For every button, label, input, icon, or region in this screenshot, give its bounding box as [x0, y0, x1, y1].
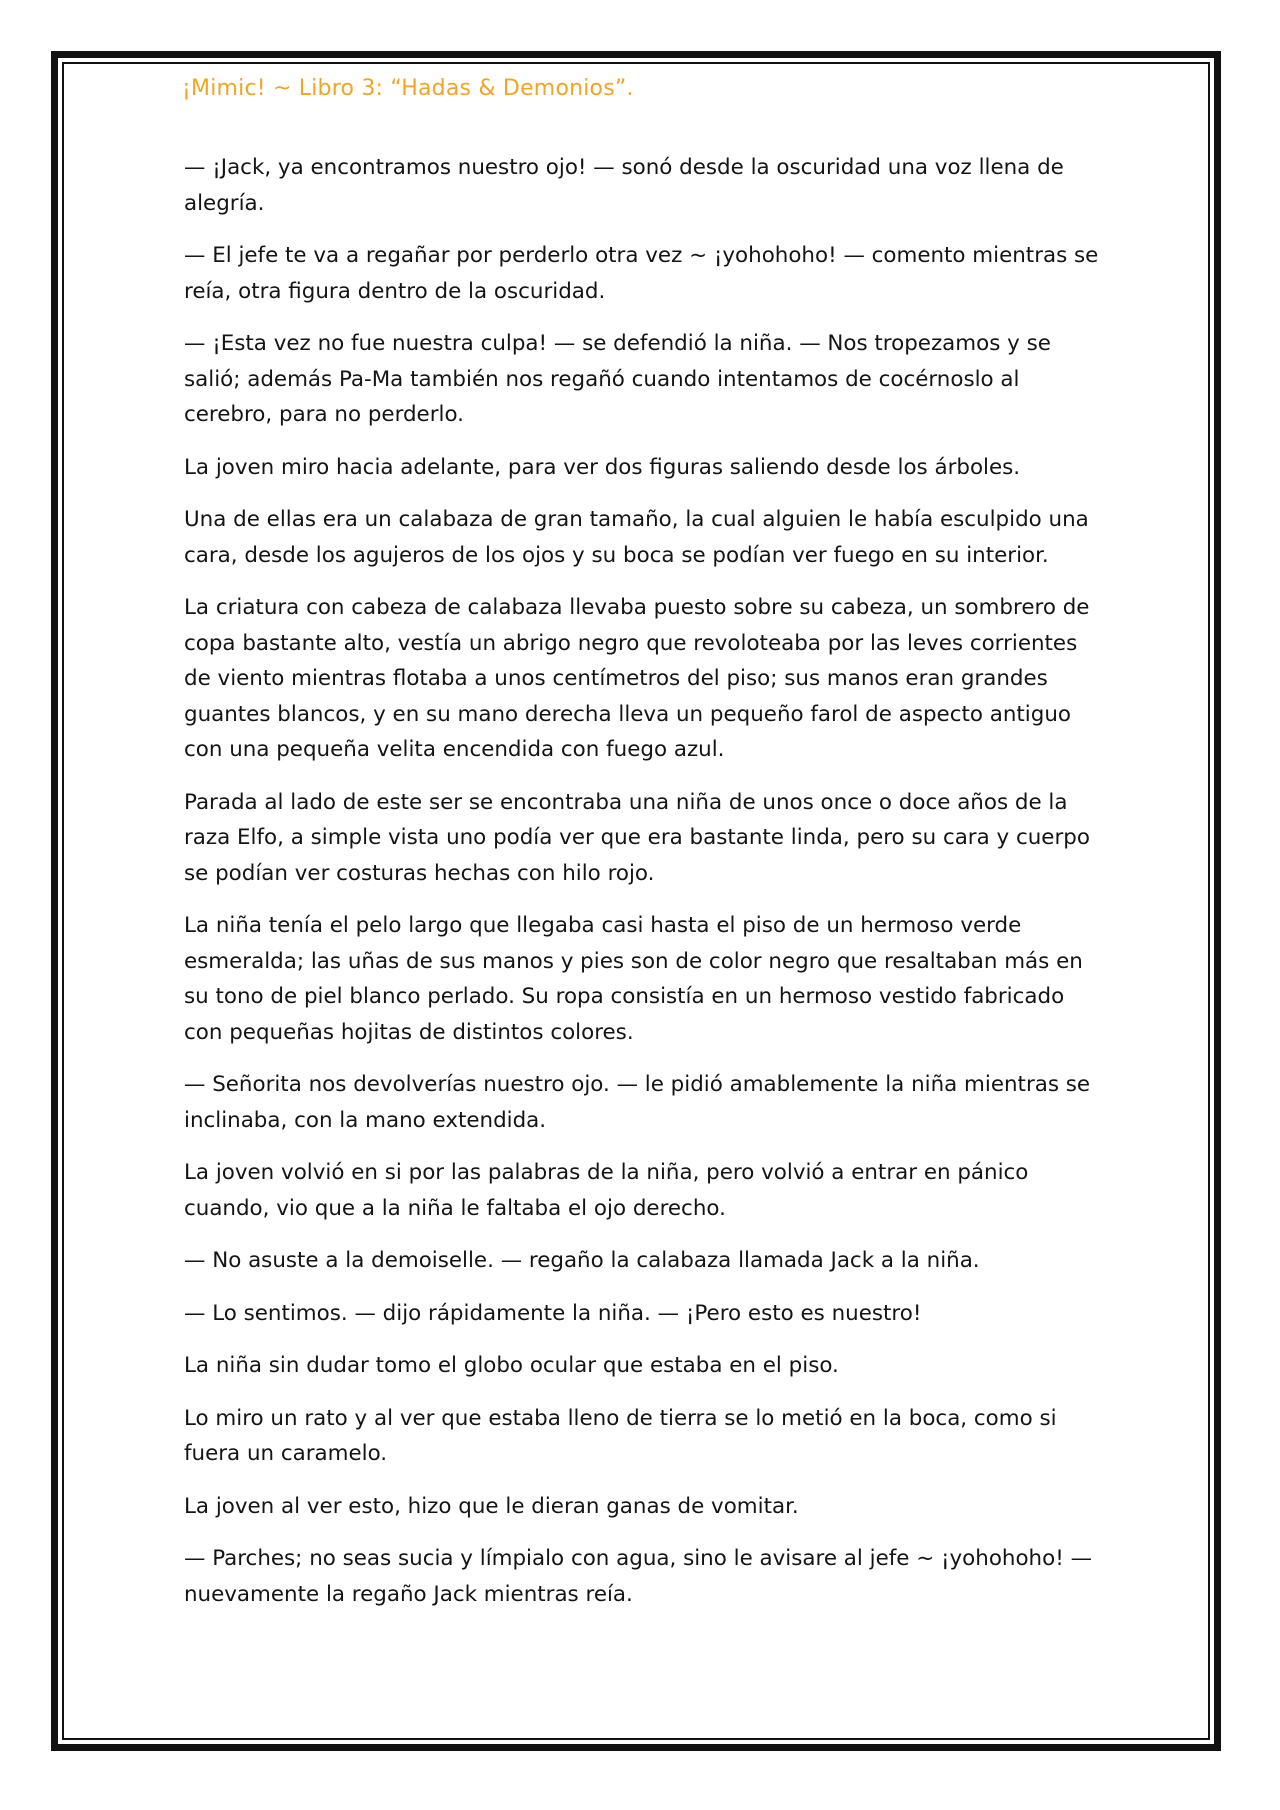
- paragraph: Parada al lado de este ser se encontraba una niña de unos once o doce años de la raza Elfo, a simple vista uno podía ver que era bastante linda, pero su cara y cuerpo se podían ver costuras hechas con hilo rojo.: [184, 789, 1090, 886]
- paragraph: — El jefe te va a regañar por perderlo otra vez ~ ¡yohohoho! — comento mientras se reía, otra figura dentro de la oscuridad.: [184, 243, 1099, 304]
- paragraph: La niña tenía el pelo largo que llegaba casi hasta el piso de un hermoso verde esmeralda; las uñas de sus manos y pies son de color negro que resaltaban más en su tono de piel blanco perlado. Su ropa consistía en un hermoso vestido fabricado con pequeñas hojitas de distintos colores.: [184, 913, 1083, 1045]
- book-header-title: ¡Mimic! ~ Libro 3: “Hadas & Demonios”.: [182, 76, 634, 101]
- paragraph: La joven al ver esto, hizo que le dieran ganas de vomitar.: [184, 1493, 799, 1519]
- paragraph: — No asuste a la demoiselle. — regaño la calabaza llamada Jack a la niña.: [184, 1248, 980, 1273]
- paragraph: — Parches; no seas sucia y límpialo con agua, sino le avisare al jefe ~ ¡yohohoho! — nuevamente la regaño Jack mientras reía.: [184, 1546, 1092, 1607]
- paragraph: La criatura con cabeza de calabaza llevaba puesto sobre su cabeza, un sombrero de copa bastante alto, vestía un abrigo negro que revoloteaba por las leves corrientes de viento mientras flotaba a unos centímetros del piso; sus manos eran grandes guantes blancos, y en su mano derecha lleva un pequeño farol de aspecto antiguo con una pequeña velita encendida con fuego azul.: [184, 595, 1090, 762]
- paragraph: — Lo sentimos. — dijo rápidamente la niña. — ¡Pero esto es nuestro!: [184, 1300, 922, 1326]
- paragraph: — ¡Esta vez no fue nuestra culpa! — se defendió la niña. — Nos tropezamos y se salió; además Pa-Ma también nos regañó cuando intentamos de cocérnoslo al cerebro, para no perderlo.: [184, 331, 1051, 427]
- paragraph: La joven miro hacia adelante, para ver dos figuras saliendo desde los árboles.: [184, 454, 1021, 480]
- paragraph: Una de ellas era un calabaza de gran tamaño, la cual alguien le había esculpido una cara, desde los agujeros de los ojos y su boca se podían ver fuego en su interior.: [184, 507, 1089, 568]
- paragraph: — Señorita nos devolverías nuestro ojo. — le pidió amablemente la niña mientras se inclinaba, con la mano extendida.: [184, 1072, 1091, 1133]
- paragraph: — ¡Jack, ya encontramos nuestro ojo! — sonó desde la oscuridad una voz llena de alegría.: [184, 155, 1064, 216]
- paragraph: La niña sin dudar tomo el globo ocular que estaba en el piso.: [184, 1353, 839, 1378]
- paragraph: La joven volvió en si por las palabras de la niña, pero volvió a entrar en pánico cuando, vio que a la niña le faltaba el ojo derecho.: [184, 1160, 1029, 1221]
- paragraph: Lo miro un rato y al ver que estaba lleno de tierra se lo metió en la boca, como si fuera un caramelo.: [184, 1405, 1057, 1466]
- chapter-body: [184, 150, 1104, 1629]
